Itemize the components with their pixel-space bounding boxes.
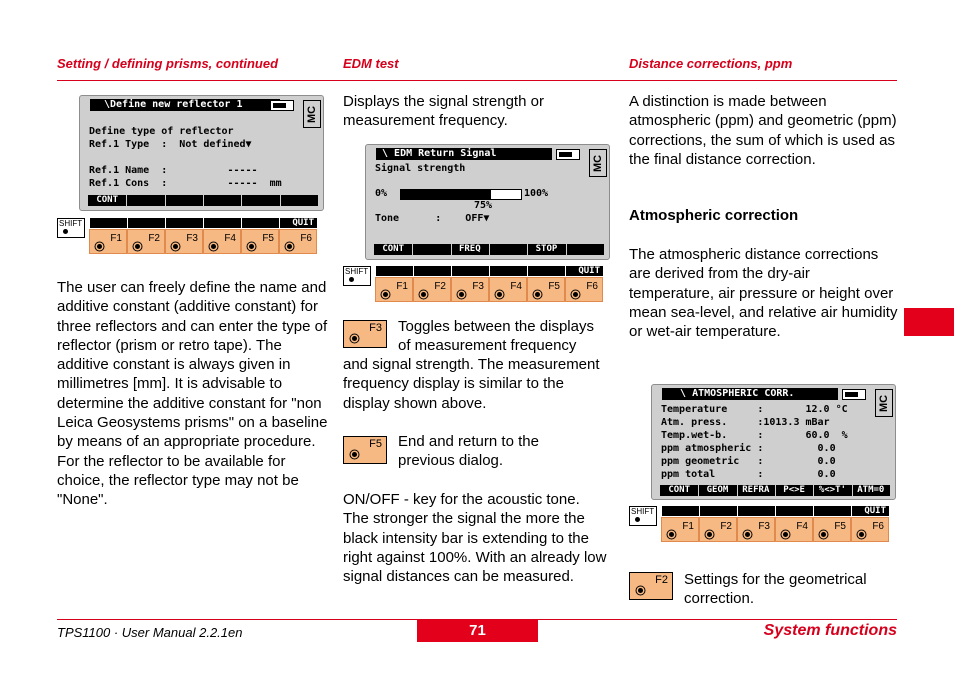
lcd-softkey-row [660, 485, 890, 496]
f1-key[interactable]: F1 [375, 277, 413, 302]
shift-softkey-row [375, 266, 603, 276]
f3-key[interactable]: F3 [165, 229, 203, 254]
function-keys-1 [57, 218, 318, 256]
softkey-freq[interactable]: FREQ [451, 244, 488, 255]
key-dot-icon [352, 452, 357, 457]
shift-key[interactable] [629, 506, 657, 526]
softkey-empty [126, 195, 163, 206]
lcd-line[interactable]: Ref.1 Cons : ----- mm [89, 178, 282, 189]
f3-description-first: Toggles between the displays of measurement frequency [398, 318, 594, 355]
softkey-quit[interactable]: QUIT [565, 266, 603, 276]
f5-key[interactable]: F5 [813, 517, 851, 542]
key-dot-icon [783, 532, 788, 537]
softkey-cont[interactable]: CONT [89, 195, 125, 206]
shift-label: SHIFT [59, 219, 83, 228]
lcd-line: Signal strength [375, 163, 466, 174]
function-keys-2 [343, 266, 604, 304]
softkey-empty [566, 244, 603, 255]
key-dot-icon [97, 244, 102, 249]
shift-key[interactable] [343, 266, 371, 286]
col1-text [57, 278, 329, 510]
key-dot-icon [497, 292, 502, 297]
lcd-line[interactable]: Tone : OFF▼ [375, 213, 490, 224]
header-col1: Setting / defining prisms, continued [57, 56, 279, 71]
signal-strength-bar [400, 189, 522, 200]
key-dot-icon [383, 292, 388, 297]
key-dot-icon [173, 244, 178, 249]
key-dot-icon [287, 244, 292, 249]
lcd-line[interactable]: Atm. press. :1013.3 mBar [661, 417, 830, 428]
key-dot-icon [669, 532, 674, 537]
softkey-pct-t[interactable]: %<>T' [813, 485, 850, 496]
lcd-line: ppm atmospheric : 0.0 [661, 443, 836, 454]
header-col3: Distance corrections, ppm [629, 56, 793, 71]
key-dot-icon [573, 292, 578, 297]
section-tab [904, 308, 954, 336]
lcd-screen-define-reflector [79, 95, 324, 211]
bar-value: 75% [474, 200, 493, 211]
battery-icon [270, 100, 294, 111]
f5-key[interactable]: F5 [241, 229, 279, 254]
softkey-quit[interactable]: QUIT [279, 218, 317, 228]
footer-manual: TPS1100 · User Manual 2.2.1en [57, 625, 243, 640]
lcd-line[interactable]: Ref.1 Type : Not defined▼ [89, 139, 252, 150]
fkey-row [661, 517, 889, 542]
battery-icon [556, 149, 580, 160]
f1-key[interactable]: F1 [89, 229, 127, 254]
shift-label: SHIFT [345, 267, 369, 276]
key-dot-icon [135, 244, 140, 249]
lcd-softkey-row [374, 244, 604, 255]
atmospheric-heading: Atmospheric correction [629, 207, 799, 224]
key-dot-icon [745, 532, 750, 537]
softkey-atm0[interactable]: ATM=0 [852, 485, 889, 496]
function-keys-3 [629, 506, 890, 544]
softkey-cont[interactable]: CONT [375, 244, 411, 255]
shift-softkey-row [89, 218, 317, 228]
lcd-line: ppm geometric : 0.0 [661, 456, 836, 467]
col3-paragraph: The atmospheric distance corrections are derived from the dry-air temperature, air pressure or height over mean sea-level, and relative air humidity or wet-air temperature. [629, 246, 898, 341]
softkey-empty [241, 195, 278, 206]
col2-intro: Displays the signal strength or measurement frequency. [343, 93, 544, 130]
softkey-p-e[interactable]: P<>E [775, 485, 812, 496]
bar-right-label: 100% [524, 188, 549, 199]
signal-strength-fill [401, 190, 491, 199]
key-dot-icon [352, 336, 357, 341]
f5-key[interactable]: F5 [527, 277, 565, 302]
f2-key[interactable]: F2 [127, 229, 165, 254]
softkey-stop[interactable]: STOP [527, 244, 564, 255]
header-col2: EDM test [343, 56, 399, 71]
paragraph: The user can freely define the name and additive constant (additive constant) for three reflectors and can enter the type of reflector (prism or retro tape). The additive constant is always given in millimetres [mm]. It is advisable to determine the additive constant for "non Leica Geosystems prisms" on a baseline by means of an appropriate procedure. [57, 279, 328, 451]
f4-key[interactable]: F4 [775, 517, 813, 542]
lcd-screen-atmospheric [651, 384, 896, 500]
key-dot-icon [859, 532, 864, 537]
softkey-quit[interactable]: QUIT [851, 506, 889, 516]
f2-key-icon: F2 [629, 572, 673, 600]
key-dot-icon [707, 532, 712, 537]
lcd-line[interactable]: Temp.wet-b. : 60.0 % [661, 430, 848, 441]
mc-indicator: MC [303, 100, 321, 128]
f3-description-rest: and signal strength. The measurement frequency display is similar to the display shown above. [343, 356, 600, 412]
key-dot-icon [63, 229, 68, 234]
lcd-title: \Define new reflector 1 [90, 99, 280, 111]
header-rule [57, 80, 897, 81]
battery-icon [842, 389, 866, 400]
mc-indicator: MC [875, 389, 893, 417]
f4-key[interactable]: F4 [489, 277, 527, 302]
key-dot-icon [535, 292, 540, 297]
page-number: 71 [417, 620, 538, 642]
lcd-line: ppm total : 0.0 [661, 469, 836, 480]
f6-key[interactable]: F6 [565, 277, 603, 302]
lcd-title: \ ATMOSPHERIC CORR. [662, 388, 838, 400]
lcd-line[interactable]: Temperature : 12.0 °C [661, 404, 848, 415]
f1-key[interactable]: F1 [661, 517, 699, 542]
softkey-empty [165, 195, 202, 206]
lcd-line[interactable]: Ref.1 Name : ----- [89, 165, 258, 176]
f6-key[interactable]: F6 [851, 517, 889, 542]
key-dot-icon [349, 277, 354, 282]
mc-indicator: MC [589, 149, 607, 177]
key-dot-icon [421, 292, 426, 297]
shift-label: SHIFT [631, 507, 655, 516]
shift-key[interactable] [57, 218, 85, 238]
bar-left-label: 0% [375, 188, 388, 199]
key-dot-icon [211, 244, 216, 249]
f6-key[interactable]: F6 [279, 229, 317, 254]
softkey-empty [280, 195, 317, 206]
f5-key-icon: F5 [343, 436, 387, 464]
f5-description: End and return to the previous dialog. [398, 433, 539, 470]
lcd-screen-edm-signal [365, 144, 610, 260]
f2-key[interactable]: F2 [699, 517, 737, 542]
col3-intro: A distinction is made between atmospheric (ppm) and geometric (ppm) corrections, the sum of which is used as the final distance correction. [629, 93, 897, 168]
f3-key[interactable]: F3 [451, 277, 489, 302]
key-dot-icon [821, 532, 826, 537]
onoff-description: ON/OFF - key for the acoustic tone. The stronger the signal the more the black intensity bar is extending to the right against 100%. With an already low signal distances can be measured. [343, 491, 607, 586]
f4-key[interactable]: F4 [203, 229, 241, 254]
f3-key[interactable]: F3 [737, 517, 775, 542]
key-dot-icon [249, 244, 254, 249]
softkey-geom[interactable]: GEOM [698, 485, 735, 496]
fkey-row [375, 277, 603, 302]
f2-key[interactable]: F2 [413, 277, 451, 302]
key-dot-icon [638, 588, 643, 593]
paragraph: For the reflector to be available for choice, the reflector type may not be "None". [57, 452, 299, 509]
key-dot-icon [635, 517, 640, 522]
softkey-refra[interactable]: REFRA [737, 485, 774, 496]
fkey-row [89, 229, 317, 254]
f2-description: Settings for the geometrical correction. [684, 571, 867, 608]
lcd-softkey-row [88, 195, 318, 206]
softkey-empty [489, 244, 526, 255]
lcd-title: \ EDM Return Signal [376, 148, 552, 160]
lcd-line: Define type of reflector [89, 126, 234, 137]
key-dot-icon [459, 292, 464, 297]
softkey-empty [412, 244, 449, 255]
softkey-empty [203, 195, 240, 206]
softkey-cont[interactable]: CONT [661, 485, 697, 496]
footer-section: System functions [763, 622, 897, 639]
shift-softkey-row [661, 506, 889, 516]
f3-key-icon: F3 [343, 320, 387, 348]
